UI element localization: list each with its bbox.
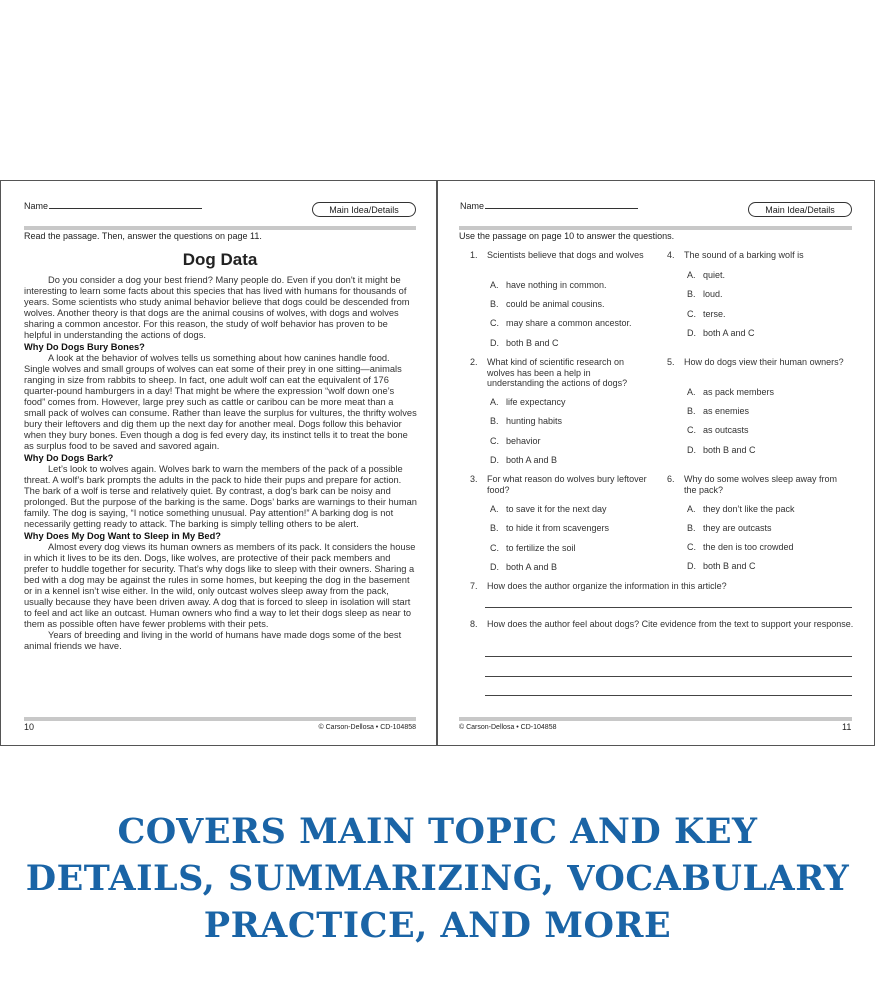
answer-option[interactable] — [490, 397, 566, 408]
answer-option[interactable] — [490, 504, 607, 515]
answer-option[interactable] — [490, 436, 541, 447]
option-letter: B. — [687, 523, 696, 533]
option-letter: C. — [687, 542, 696, 552]
answer-line[interactable] — [485, 695, 852, 696]
copyright: © Carson-Dellosa • CD-104858 — [318, 724, 416, 731]
option-text: may share a common ancestor. — [506, 318, 632, 328]
question-text: How does the author organize the information in this article? — [487, 581, 727, 591]
option-letter: D. — [687, 328, 696, 338]
option-letter: D. — [490, 338, 499, 348]
option-letter: B. — [490, 416, 499, 426]
option-letter: C. — [687, 425, 696, 435]
tagline-line: COVERS MAIN TOPIC AND KEY — [117, 811, 758, 852]
copyright: © Carson-Dellosa • CD-104858 — [459, 724, 557, 731]
passage-body — [24, 275, 417, 652]
option-text: to hide it from scavengers — [506, 523, 610, 533]
option-text: the den is too crowded — [703, 542, 794, 552]
question-number: 5. — [667, 357, 675, 367]
name-line — [49, 208, 202, 209]
option-letter: C. — [490, 318, 499, 328]
name-label: Name — [24, 201, 49, 211]
option-letter: A. — [490, 504, 499, 514]
question-text: For what reason do wolves bury leftover food? — [487, 474, 647, 495]
option-text: as outcasts — [703, 425, 749, 435]
answer-option[interactable] — [490, 338, 559, 349]
name-line — [485, 208, 638, 209]
question-number: 3. — [470, 474, 478, 484]
question-text: How does the author feel about dogs? Cite evidence from the text to support your response. — [487, 619, 854, 629]
option-letter: B. — [687, 289, 696, 299]
answer-option[interactable] — [687, 561, 756, 572]
option-letter: C. — [490, 543, 499, 553]
question-text: What kind of scientific research on wolves has been a help in understanding the actions of dogs? — [487, 357, 628, 388]
section-heading: Why Do Dogs Bark? — [24, 453, 114, 463]
option-text: they don’t like the pack — [703, 504, 795, 514]
option-text: both B and C — [703, 445, 756, 455]
answer-option[interactable] — [490, 416, 562, 427]
question-number: 8. — [470, 619, 478, 629]
skill-tag: Main Idea/Details — [748, 202, 852, 217]
option-text: both A and B — [506, 562, 558, 572]
footer-rule — [24, 717, 416, 721]
answer-option[interactable] — [687, 289, 723, 300]
answer-line[interactable] — [485, 656, 852, 657]
answer-option[interactable] — [687, 406, 749, 417]
question-number: 4. — [667, 250, 675, 260]
option-letter: A. — [490, 397, 499, 407]
option-text: could be animal cousins. — [506, 299, 605, 309]
question-number: 1. — [470, 250, 478, 260]
question-text: The sound of a barking wolf is — [684, 250, 804, 260]
option-text: both A and B — [506, 455, 558, 465]
option-text: as enemies — [703, 406, 750, 416]
option-letter: A. — [687, 387, 696, 397]
option-text: to fertilize the soil — [506, 543, 576, 553]
passage-title: Dog Data — [182, 250, 258, 269]
section-paragraph: Almost every dog views its human owners as members of its pack. It considers the house in which it lives to be its den. Dogs, like wolves, are protective of their pack members and prefer to huddle together for security. That’s why dogs like to sleep with their owners. Sharing a bed with a dog may be against the rules in some homes, but keeping the dog in the basement or in a kennel isn’t wise either. In the wild, only outcast wolves sleep away from the pack, usually because they have been driven away. A dog that is forced to sleep in isolation will start to feel and act like an outcast. Human owners who find a way to let their dogs sleep as near to them as possible often have fewer problems with their pets. — [24, 542, 416, 629]
option-letter: B. — [687, 406, 696, 416]
answer-option[interactable] — [490, 299, 605, 310]
answer-option[interactable] — [490, 280, 607, 291]
intro-paragraph: Do you consider a dog your best friend? Many people do. Even if you don't it might be interesting to learn some facts about this species that has lived with humans for thousands of years. Some scientists who study animal behavior believe that dogs could be descended from wolves. Another theory is that dogs are the animal cousins of wolves, with dogs and wolves sharing a common ancestor. For this reason, the study of wolf behavior has proven to be helpful in understanding the actions of dogs. — [24, 275, 410, 340]
option-text: both B and C — [506, 338, 559, 348]
section-paragraph: Years of breeding and living in the world of humans have made dogs some of the best animal friends we have. — [24, 630, 402, 651]
answer-line[interactable] — [485, 607, 852, 608]
answer-option[interactable] — [687, 542, 794, 553]
option-text: hunting habits — [506, 416, 563, 426]
answer-option[interactable] — [490, 455, 557, 466]
instruction: Read the passage. Then, answer the questions on page 11. — [24, 231, 262, 241]
option-text: terse. — [703, 309, 726, 319]
question-text: How do dogs view their human owners? — [684, 357, 844, 367]
question-text: Why do some wolves sleep away from the pack? — [684, 474, 838, 495]
answer-line[interactable] — [485, 676, 852, 677]
option-letter: A. — [490, 280, 499, 290]
option-letter: D. — [490, 562, 499, 572]
name-label: Name — [460, 201, 485, 211]
option-text: quiet. — [703, 270, 726, 280]
answer-option[interactable] — [687, 270, 725, 281]
question-number: 2. — [470, 357, 478, 367]
name-field — [24, 201, 202, 211]
option-text: they are outcasts — [703, 523, 772, 533]
skill-tag: Main Idea/Details — [312, 202, 416, 217]
page-number: 10 — [24, 722, 35, 732]
answer-option[interactable] — [687, 328, 755, 339]
tagline — [0, 808, 875, 949]
option-text: both A and C — [703, 328, 755, 338]
section-heading: Why Do Dogs Bury Bones? — [24, 342, 145, 352]
answer-option[interactable] — [490, 543, 576, 554]
option-letter: C. — [490, 436, 499, 446]
answer-option[interactable] — [490, 523, 609, 534]
question-text: Scientists believe that dogs and wolves — [487, 250, 644, 260]
footer-rule — [459, 717, 852, 721]
question-number: 6. — [667, 474, 675, 484]
option-text: as pack members — [703, 387, 775, 397]
header-rule — [24, 226, 416, 230]
header-rule — [459, 226, 852, 230]
option-letter: C. — [687, 309, 696, 319]
answer-option[interactable] — [490, 318, 632, 329]
option-text: life expectancy — [506, 397, 566, 407]
answer-option[interactable] — [687, 309, 726, 320]
tagline-line: DETAILS, SUMMARIZING, VOCABULARY — [25, 858, 850, 899]
option-letter: D. — [687, 561, 696, 571]
answer-option[interactable] — [687, 387, 774, 398]
option-text: both B and C — [703, 561, 756, 571]
answer-option[interactable] — [687, 523, 772, 534]
option-letter: B. — [490, 299, 499, 309]
name-field — [460, 201, 638, 211]
option-letter: D. — [687, 445, 696, 455]
option-text: behavior — [506, 436, 541, 446]
question-number: 7. — [470, 581, 478, 591]
option-letter: B. — [490, 523, 499, 533]
option-text: have nothing in common. — [506, 280, 607, 290]
answer-option[interactable] — [687, 425, 749, 436]
section-heading: Why Does My Dog Want to Sleep in My Bed? — [24, 531, 221, 541]
left-page — [0, 180, 437, 746]
section-paragraph: Let’s look to wolves again. Wolves bark to warn the members of the pack of a possible threat. A wolf’s bark prompts the adults in the pack to hide their pups and prepare for action. The bark of a wolf is terse and relatively quiet. By contrast, a dog’s bark can be noisy and prolonged. But the purpose of the barking is the same. Dogs’ barks are warnings to their human family. The dog is saying, “I notice something unusual. Pay attention!” A barking dog is not necessarily getting ready to attack. The barking is simply telling others to be alert. — [24, 464, 417, 529]
answer-option[interactable] — [687, 504, 795, 515]
option-text: to save it for the next day — [506, 504, 607, 514]
answer-option[interactable] — [687, 445, 756, 456]
instruction: Use the passage on page 10 to answer the questions. — [459, 231, 675, 241]
section-paragraph: A look at the behavior of wolves tells us something about how canines handle food. Single wolves and small groups of wolves can eat some of their prey in one sitting—animals ranging in size from rabbits to sheep. In fact, one adult wolf can eat the equivalent of 176 quarter-pound hamburgers in a day! That might be where the expression “wolf down one’s food” comes from. However, large prey such as cattle or caribou can be more meat than a small pack of wolves can consume. Rather than leave the surplus for vultures, the thrifty wolves bury their leftovers and dig them up the next day for another meal. Dogs follow this behavior when they bury bones. Even though a dog is fed every day, its instinct tells it to treat the bone as surplus food to be saved and savored again. — [24, 353, 417, 451]
answer-option[interactable] — [490, 562, 557, 573]
tagline-line: PRACTICE, AND MORE — [203, 905, 672, 946]
option-letter: A. — [687, 504, 696, 514]
option-letter: A. — [687, 270, 696, 280]
option-text: loud. — [703, 289, 723, 299]
option-letter: D. — [490, 455, 499, 465]
page-number: 11 — [842, 722, 852, 732]
